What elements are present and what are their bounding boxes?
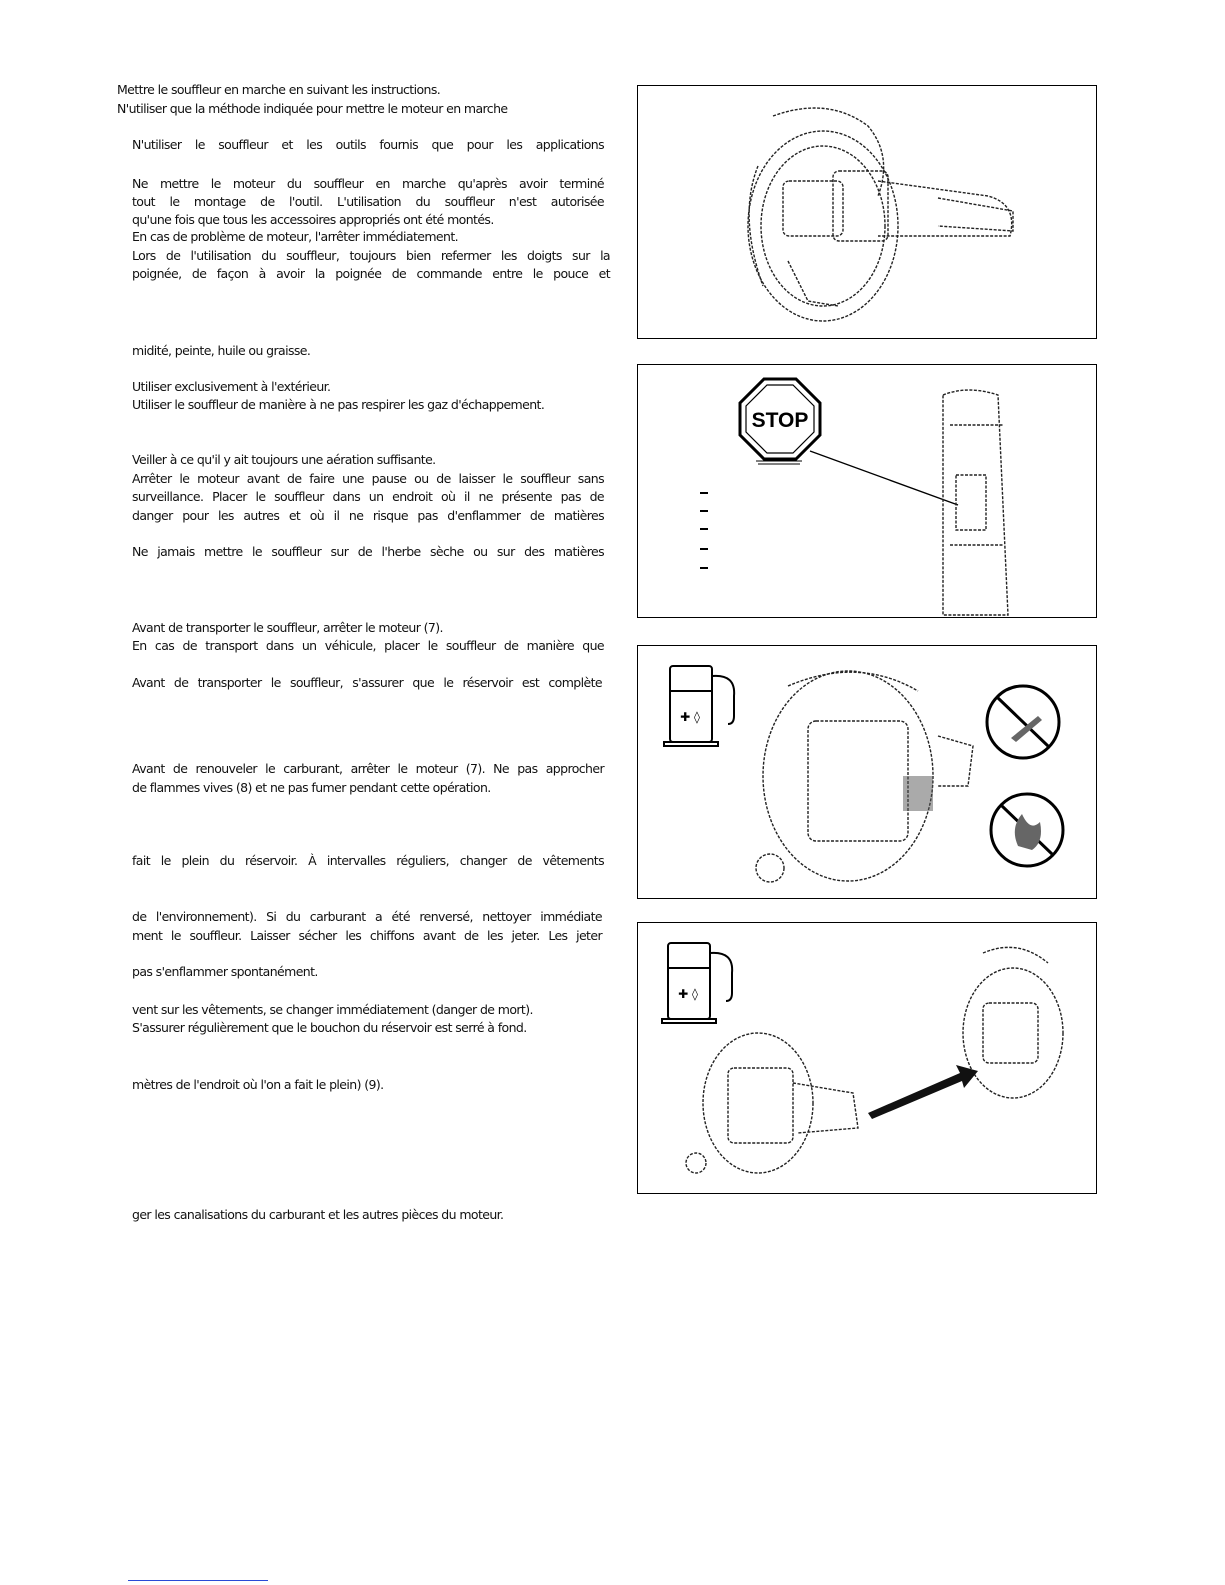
figure-stop-engine [637, 364, 1097, 618]
refuel-illustration [638, 646, 1096, 898]
text-line: S'assurer régulièrement que le bouchon du réservoir est serré à fond. [132, 1020, 527, 1035]
figure-blower-operation [637, 85, 1097, 339]
svg-text:✚ ◊: ✚ ◊ [680, 710, 700, 724]
text-line: vent sur les vêtements, se changer immédiatement (danger de mort). [132, 1002, 533, 1017]
stop-sign-label: STOP [751, 409, 809, 432]
text-line: de flammes vives (8) et ne pas fumer pendant cette opération. [132, 780, 491, 795]
text-line: Ne mettre le moteur du souffleur en marche qu'après avoir terminé [132, 176, 604, 191]
text-line: ment le souffleur. Laisser sécher les chiffons avant de les jeter. Les jeter [132, 928, 602, 943]
move-blower-illustration [638, 923, 1096, 1193]
text-line: Mettre le souffleur en marche en suivant les instructions. [117, 82, 441, 97]
footer-rule [128, 1580, 268, 1581]
text-line: Avant de renouveler le carburant, arrêter le moteur (7). Ne pas approcher [132, 761, 604, 776]
text-line: Lors de l'utilisation du souffleur, toujours bien refermer les doigts sur la [132, 248, 610, 263]
text-line: Arrêter le moteur avant de faire une pause ou de laisser le souffleur sans [132, 471, 604, 486]
text-line: ger les canalisations du carburant et les autres pièces du moteur. [132, 1207, 504, 1222]
text-line: danger pour les autres et où il ne risque pas d'enflammer de matières [132, 508, 604, 523]
text-line: surveillance. Placer le souffleur dans un endroit où il ne présente pas de [132, 489, 604, 504]
text-line: pas s'enflammer spontanément. [132, 964, 318, 979]
text-line: Ne jamais mettre le souffleur sur de l'herbe sèche ou sur des matières [132, 544, 604, 559]
text-line: N'utiliser que la méthode indiquée pour mettre le moteur en marche [117, 101, 508, 116]
text-line: poignée, de façon à avoir la poignée de commande entre le pouce et [132, 266, 610, 281]
text-line: qu'une fois que tous les accessoires appropriés ont été montés. [132, 212, 494, 227]
text-line: Utiliser le souffleur de manière à ne pas respirer les gaz d'échappement. [132, 397, 545, 412]
text-line: Avant de transporter le souffleur, s'assurer que le réservoir est complète [132, 675, 602, 690]
figure-move-after-refuel [637, 922, 1097, 1194]
svg-text:✚ ◊: ✚ ◊ [678, 987, 698, 1001]
text-line: Utiliser exclusivement à l'extérieur. [132, 379, 331, 394]
text-line: fait le plein du réservoir. À intervalles réguliers, changer de vêtements [132, 853, 604, 868]
text-line: En cas de problème de moteur, l'arrêter immédiatement. [132, 229, 459, 244]
text-line: de l'environnement). Si du carburant a été renversé, nettoyer immédiate [132, 909, 602, 924]
text-line: midité, peinte, huile ou graisse. [132, 343, 311, 358]
figure-refuel-safety [637, 645, 1097, 899]
text-line: En cas de transport dans un véhicule, placer le souffleur de manière que [132, 638, 604, 653]
blower-illustration [638, 86, 1096, 338]
text-line: tout le montage de l'outil. L'utilisation du souffleur n'est autorisée [132, 194, 604, 209]
text-line: mètres de l'endroit où l'on a fait le plein) (9). [132, 1077, 384, 1092]
text-line: Avant de transporter le souffleur, arrêter le moteur (7). [132, 620, 443, 635]
text-line: N'utiliser le souffleur et les outils fournis que pour les applications [132, 137, 604, 152]
text-line: Veiller à ce qu'il y ait toujours une aération suffisante. [132, 452, 436, 467]
stop-switch-illustration [638, 365, 1096, 617]
